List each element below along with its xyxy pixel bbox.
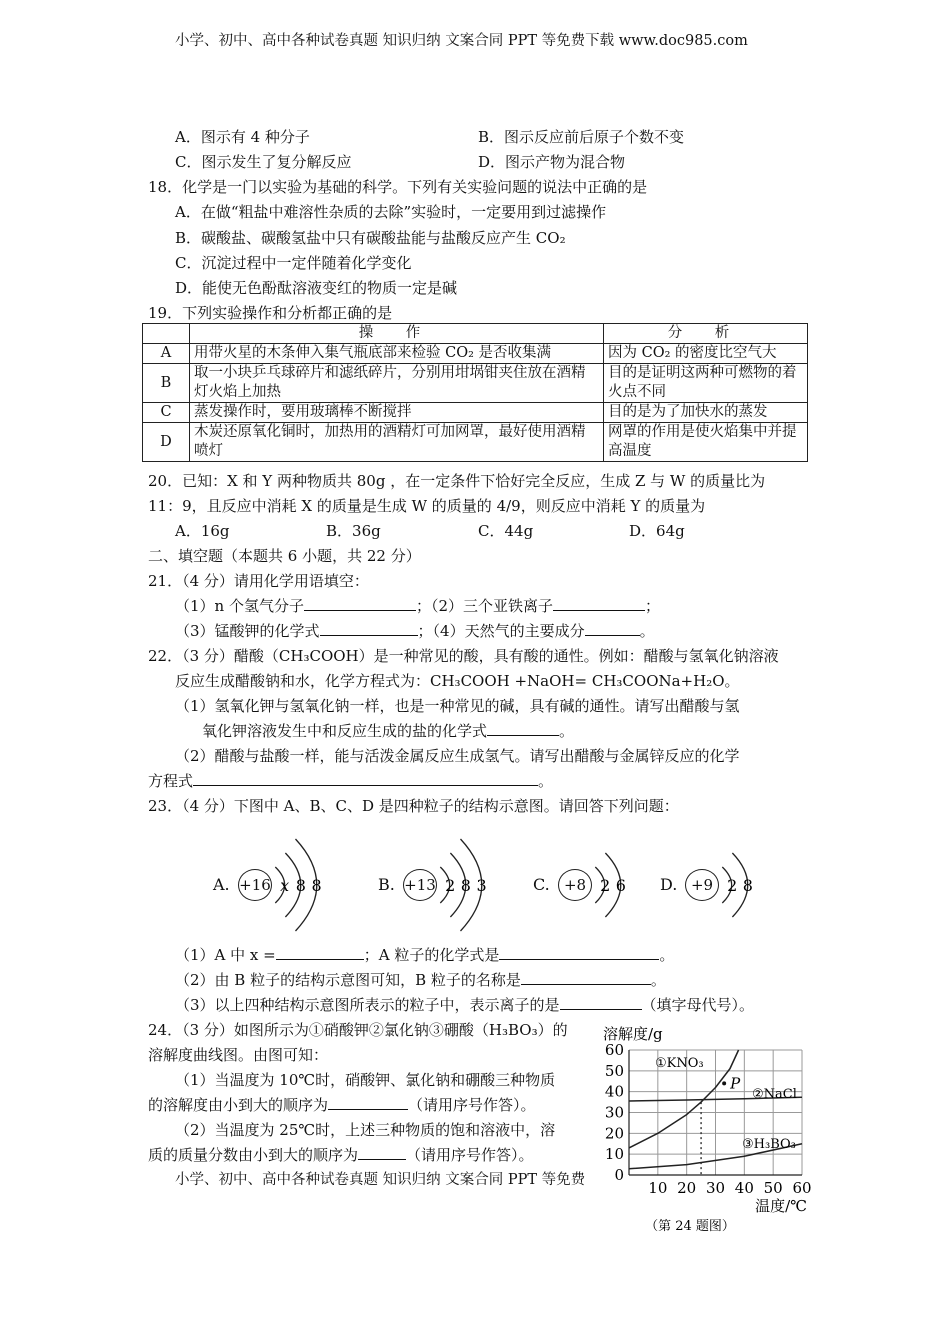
q22-s2a: （2）醋酸与盐酸一样，能与活泼金属反应生成氢气。请写出醋酸与金属锌反应的化学 [175,747,740,765]
shell-electron-count: 8 [742,876,753,895]
series-label: ③H₃BO₃ [742,1137,796,1152]
q17-option-b: B．图示反应前后原子个数不变 [478,128,685,146]
q18-option-c: C．沉淀过程中一定伴随着化学变化 [175,254,412,272]
y-tick-label: 40 [604,1082,624,1101]
q23-stem: 23．（4 分）下图中 A、B、C、D 是四种粒子的结构示意图。请回答下列问题： [148,797,679,815]
row-key: A [143,344,190,364]
q20-option-c: C．44g [478,522,534,540]
semicolon: ； [645,597,661,615]
y-tick-label: 50 [604,1061,624,1080]
q20-option-d: D．64g [629,522,685,540]
row-analysis: 因为 CO₂ 的密度比空气大 [604,344,808,364]
q24-s1a: （1）当温度为 10℃时，硝酸钾、氯化钠和硼酸三种物质 [175,1071,556,1089]
shell-electron-count: 8 [460,876,471,895]
q17-option-d: D．图示产物为混合物 [478,153,626,171]
x-tick-label: 60 [792,1179,812,1197]
series-label: ①KNO₃ [655,1056,704,1071]
atom-label: A. [213,875,230,894]
row-operation: 蒸发操作时，要用玻璃棒不断搅拌 [190,403,604,423]
period: 。 [559,722,575,740]
q24-line1: 24．（3 分）如图所示为①硝酸钾②氯化钠③硼酸（H₃BO₃）的 [148,1021,568,1039]
shell-electron-count: 8 [311,876,322,895]
q22-line1: 22．（3 分）醋酸（CH₃COOH）是一种常见的酸，具有酸的通性。例如：醋酸与氢氧化钠溶液 [148,647,779,665]
nucleus: +8 [558,869,592,901]
header-operation: 操 作 [190,324,604,344]
x-tick-label: 40 [734,1179,754,1197]
page-header: 小学、初中、高中各种试卷真题 知识归纳 文案合同 PPT 等免费下载 www.doc985.com [175,33,748,49]
q23-s1a: （1）A 中 x = [175,946,276,964]
x-tick-label: 30 [705,1179,726,1197]
q22-s2b-text: 方程式 [148,772,194,790]
period: 。 [650,971,666,989]
row-analysis: 目的是为了加快水的蒸发 [604,403,808,423]
row-operation: 取一小块乒乓球碎片和滤纸碎片，分别用坩埚钳夹住放在酒精灯火焰上加热 [190,364,604,403]
q23-s3b: （填字母代号）。 [641,996,755,1014]
q23-s3a: （3）以上四种结构示意图所表示的粒子中，表示离子的是 [175,996,560,1014]
shell-electron-count: 2 [445,876,456,895]
page-footer: 小学、初中、高中各种试卷真题 知识归纳 文案合同 PPT 等免费 [175,1172,586,1188]
period: 。 [639,622,655,640]
q21-stem: 21．（4 分）请用化学用语填空： [148,572,369,590]
q20-line2: 11：9，且反应中消耗 X 的质量是生成 W 的质量的 4/9，则反应中消耗 Y 的质量为 [148,497,706,515]
y-tick-label: 20 [604,1124,624,1143]
x-tick-label: 50 [763,1179,783,1197]
data-point [722,1081,726,1085]
q23-s1b: ；A 粒子的化学式是 [363,946,500,964]
q24-line2: 溶解度曲线图。由图可知： [148,1046,329,1064]
nucleus: +13 [403,869,437,901]
point-label: P [730,1074,741,1093]
q24-s2a: （2）当温度为 25℃时，上述三种物质的饱和溶液中，溶 [175,1121,556,1139]
section-title: 二、填空题（本题共 6 小题，共 22 分） [148,547,421,565]
q18-option-b: B．碳酸盐、碳酸氢盐中只有碳酸盐能与盐酸反应产生 CO₂ [175,229,566,247]
q17-option-c: C．图示发生了复分解反应 [175,153,352,171]
chart-caption: （第 24 题图） [645,1219,735,1234]
x-axis-label: 温度/℃ [755,1197,807,1215]
q17-option-a: A．图示有 4 种分子 [175,128,310,146]
nucleus: +9 [685,869,719,901]
y-tick-label: 10 [604,1145,624,1164]
q22-s1a: （1）氢氧化钾与氢氧化钠一样，也是一种常见的碱，具有碱的通性。请写出醋酸与氢 [175,697,740,715]
shell-electron-count: 8 [295,876,306,895]
q23-s2-text: （2）由 B 粒子的结构示意图可知，B 粒子的名称是 [175,971,521,989]
atom-label: C. [533,875,550,894]
period: 。 [538,772,554,790]
q18-stem: 18．化学是一门以实验为基础的科学。下列有关实验问题的说法中正确的是 [148,178,648,196]
q21-part3: （3）锰酸钾的化学式 [175,622,320,640]
y-tick-label: 60 [604,1041,624,1059]
nucleus: +16 [238,869,272,901]
atom-label: B. [378,875,395,894]
q19-stem: 19．下列实验操作和分析都正确的是 [148,304,393,322]
q24-s1b: 的溶解度由小到大的顺序为 [148,1096,329,1114]
row-key: B [143,364,190,403]
shell-electron-count: 3 [476,876,487,895]
q21-part1: （1）n 个氢气分子 [175,597,304,615]
row-analysis: 网罩的作用是使火焰集中并提高温度 [604,423,808,462]
shell-electron-count: 2 [600,876,611,895]
q21-part2: ；（2）三个亚铁离子 [415,597,554,615]
shell-electron-count: 2 [727,876,738,895]
q24-s1c: （请用序号作答）。 [408,1096,536,1114]
period: 。 [659,946,675,964]
q20-option-b: B．36g [326,522,381,540]
q18-option-a: A．在做“粗盐中难溶性杂质的去除”实验时，一定要用到过滤操作 [175,203,607,221]
row-operation: 木炭还原氧化铜时，加热用的酒精灯可加网罩，最好使用酒精喷灯 [190,423,604,462]
q22-line2: 反应生成醋酸钠和水，化学方程式为：CH₃COOH +NaOH= CH₃COONa+H₂O。 [175,672,740,690]
atom-label: D. [660,875,678,894]
y-tick-label: 30 [604,1103,624,1122]
q18-option-d: D．能使无色酚酞溶液变红的物质一定是碱 [175,279,458,297]
row-operation: 用带火星的木条伸入集气瓶底部来检验 CO₂ 是否收集满 [190,344,604,364]
q24-s2c: （请用序号作答）。 [406,1146,534,1164]
row-analysis: 目的是证明这两种可燃物的着火点不同 [604,364,808,403]
row-key: D [143,423,190,462]
shell-electron-count: x [280,876,290,895]
y-tick-label: 0 [614,1166,624,1184]
x-tick-label: 20 [677,1179,697,1197]
shell-electron-count: 6 [615,876,626,895]
header-analysis: 分 析 [604,324,808,344]
q20-line1: 20．已知：X 和 Y 两种物质共 80g ，在一定条件下恰好完全反应，生成 Z 与 W 的质量比为 [148,472,766,490]
y-axis-label: 溶解度/g [603,1025,663,1043]
row-key: C [143,403,190,423]
q22-s1b-text: 氧化钾溶液发生中和反应生成的盐的化学式 [202,722,488,740]
q24-s2b: 质的质量分数由小到大的顺序为 [148,1146,359,1164]
q21-part4: ；（4）天然气的主要成分 [417,622,585,640]
series-label: ②NaCl [752,1087,797,1102]
q20-option-a: A．16g [175,522,230,540]
x-tick-label: 10 [648,1179,668,1197]
